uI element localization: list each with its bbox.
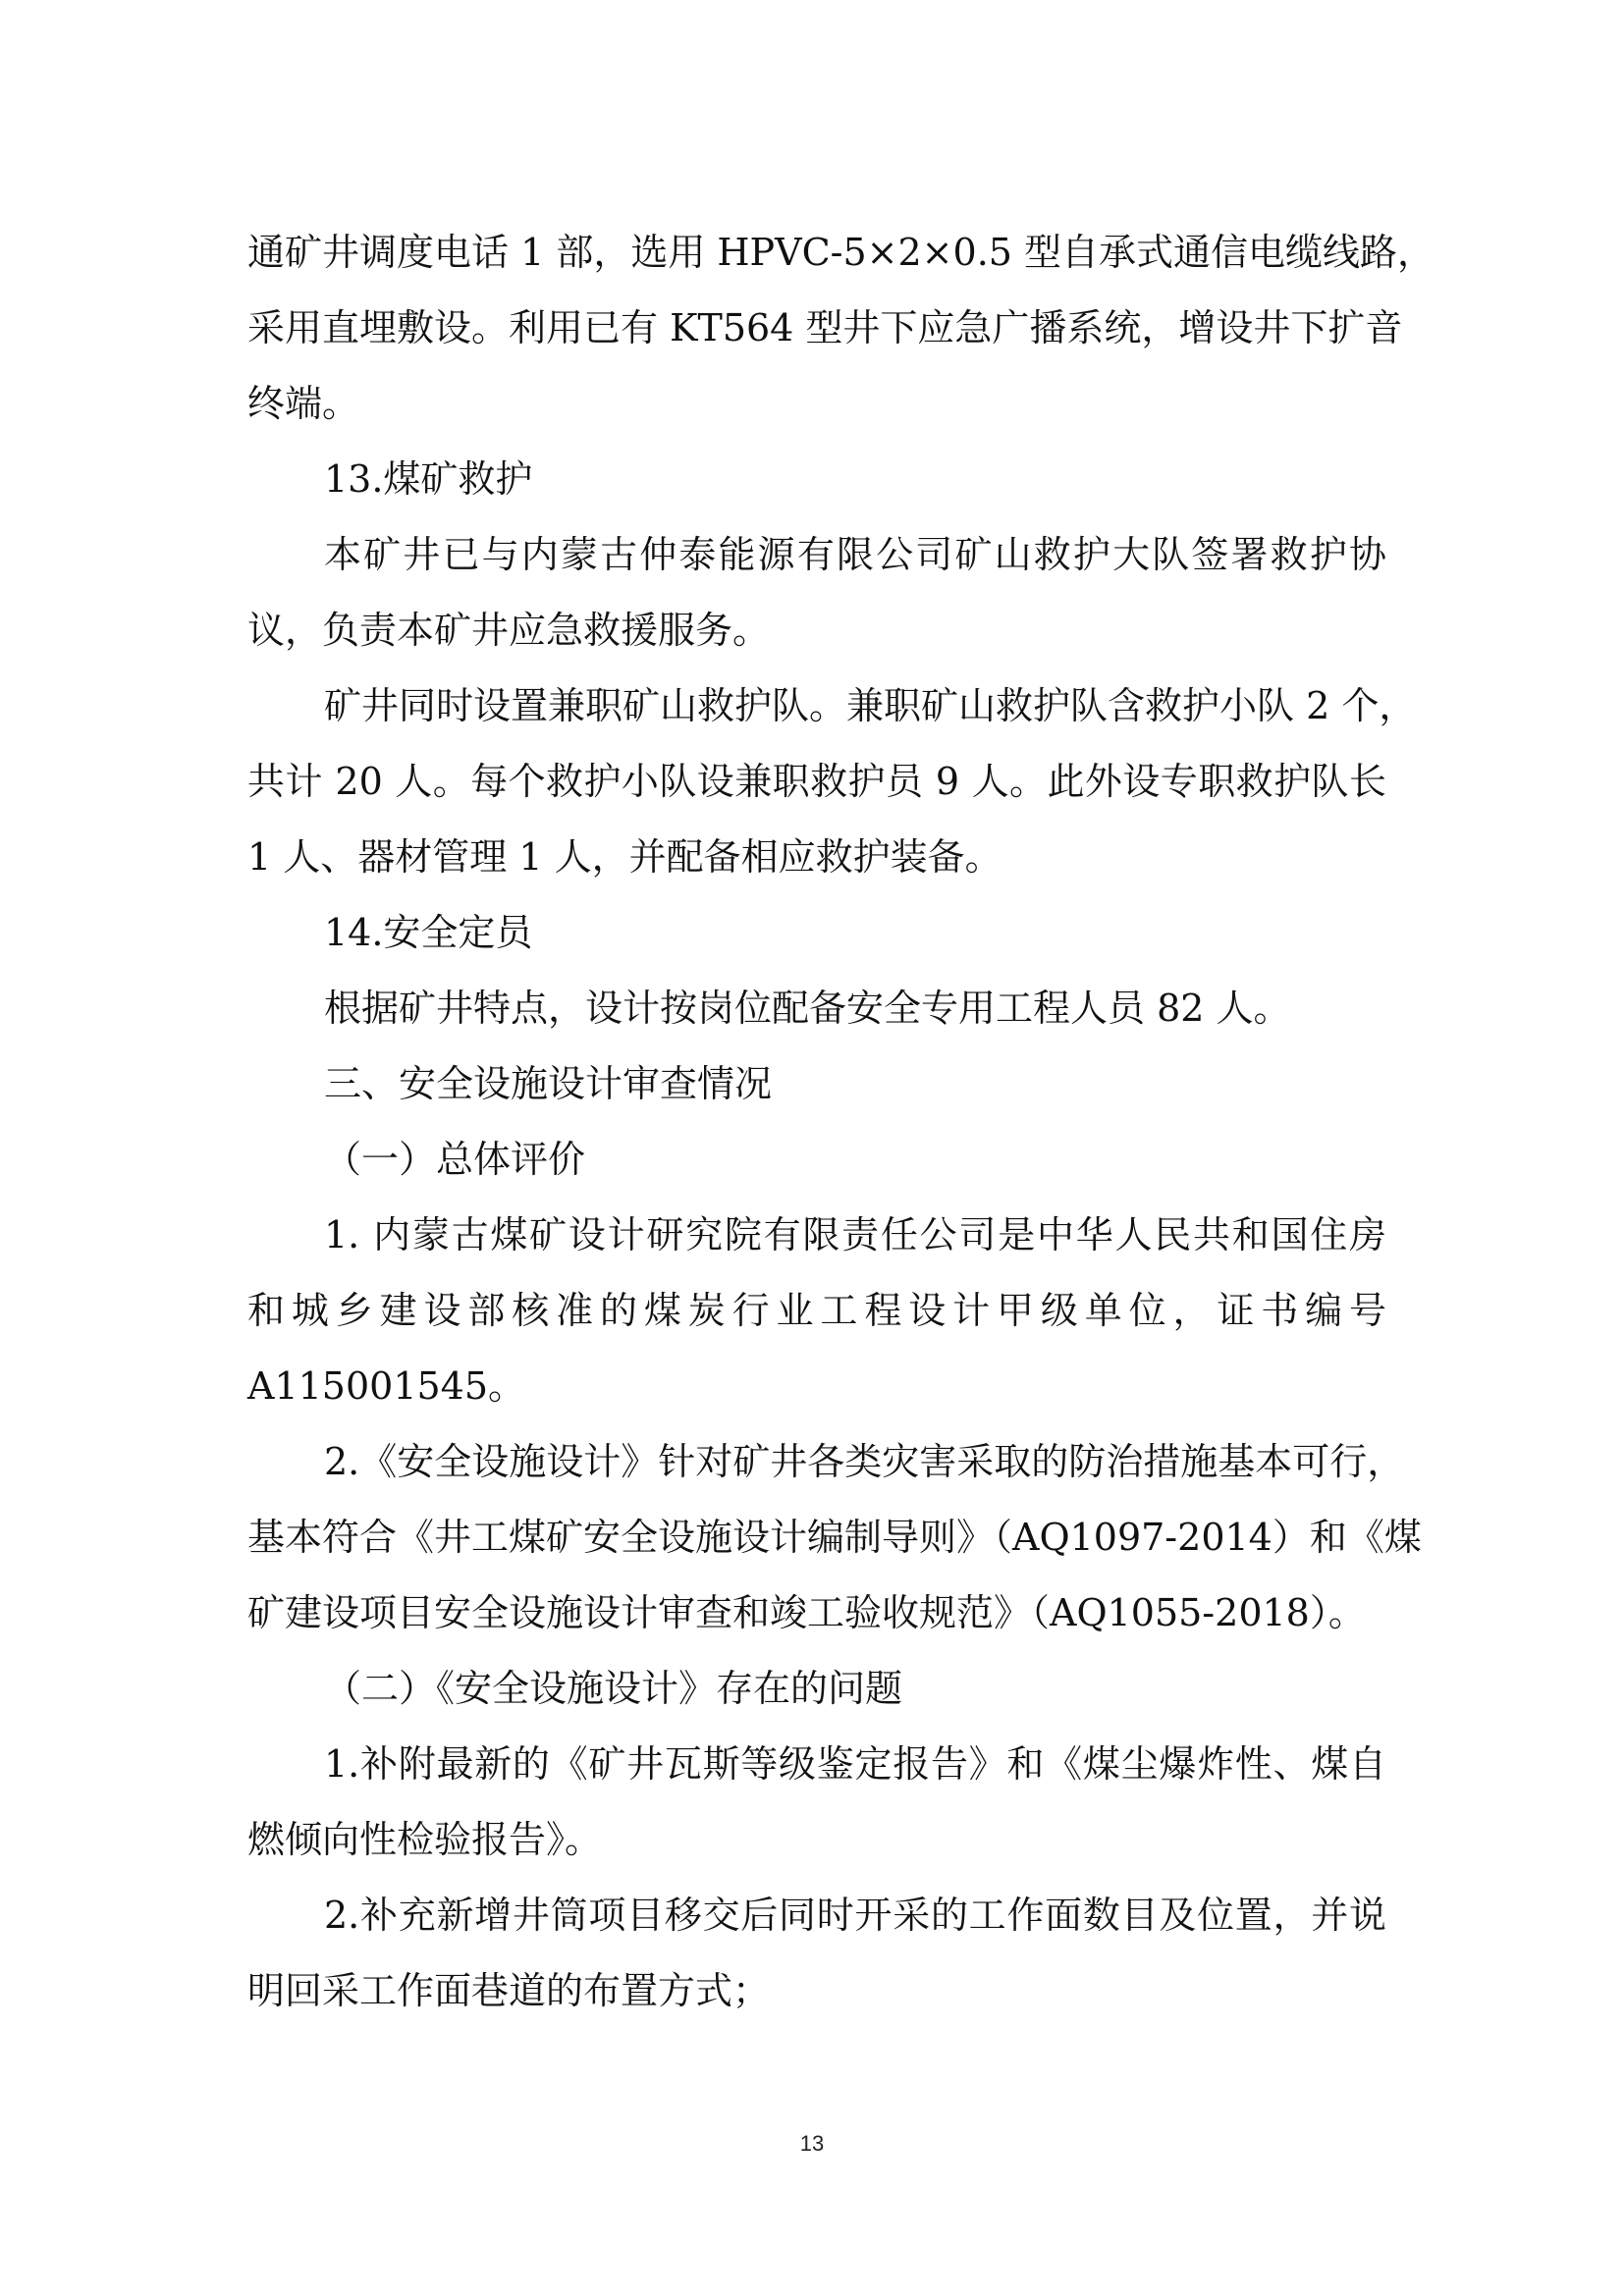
paragraph-line: 和城乡建设部核准的煤炭行业工程设计甲级单位，证书编号 — [247, 1289, 1386, 1332]
paragraph-line: 本矿井已与内蒙古仲泰能源有限公司矿山救护大队签署救护协 — [324, 533, 1386, 576]
paragraph-line: 终端。 — [247, 382, 360, 425]
paragraph-line: 根据矿井特点，设计按岗位配备安全专用工程人员 82 人。 — [324, 987, 1291, 1030]
section-heading-coal-mine-rescue: 13.煤矿救护 — [324, 457, 533, 501]
subsection-heading-design-issues: （二）《安全设施设计》存在的问题 — [324, 1667, 903, 1710]
subsection-heading-overall-evaluation: （一）总体评价 — [324, 1138, 586, 1181]
paragraph-line: 2.《安全设施设计》针对矿井各类灾害采取的防治措施基本可行， — [324, 1440, 1405, 1483]
paragraph-line: 矿建设项目安全设施设计审查和竣工验收规范》（AQ1055-2018）。 — [247, 1591, 1366, 1634]
page-number: 13 — [799, 2131, 825, 2156]
paragraph-line: 明回采工作面巷道的布置方式； — [247, 1969, 771, 2012]
certificate-number: A115001545。 — [247, 1364, 526, 1408]
paragraph-line: 基本符合《井工煤矿安全设施设计编制导则》（AQ1097-2014）和《煤 — [247, 1516, 1422, 1559]
chapter-heading-design-review: 三、安全设施设计审查情况 — [324, 1062, 773, 1105]
paragraph-line: 2.补充新增井筒项目移交后同时开采的工作面数目及位置，并说 — [324, 1894, 1386, 1937]
paragraph-line: 议，负责本矿井应急救援服务。 — [247, 609, 771, 652]
paragraph-line: 1.补附最新的《矿井瓦斯等级鉴定报告》和《煤尘爆炸性、煤自 — [324, 1742, 1386, 1786]
paragraph-line: 共计 20 人。每个救护小队设兼职救护员 9 人。此外设专职救护队长 — [247, 760, 1386, 803]
paragraph-line: 矿井同时设置兼职矿山救护队。兼职矿山救护队含救护小队 2 个， — [324, 684, 1417, 727]
paragraph-line: 通矿井调度电话 1 部，选用 HPVC-5×2×0.5 型自承式通信电缆线路， — [247, 231, 1435, 274]
paragraph-line: 燃倾向性检验报告》。 — [247, 1818, 603, 1861]
paragraph-line: 1. 内蒙古煤矿设计研究院有限责任公司是中华人民共和国住房 — [324, 1213, 1386, 1256]
section-heading-safety-staffing: 14.安全定员 — [324, 911, 533, 954]
paragraph-line: 采用直埋敷设。利用已有 KT564 型井下应急广播系统，增设井下扩音 — [247, 306, 1403, 349]
paragraph-line: 1 人、器材管理 1 人，并配备相应救护装备。 — [247, 835, 1002, 879]
